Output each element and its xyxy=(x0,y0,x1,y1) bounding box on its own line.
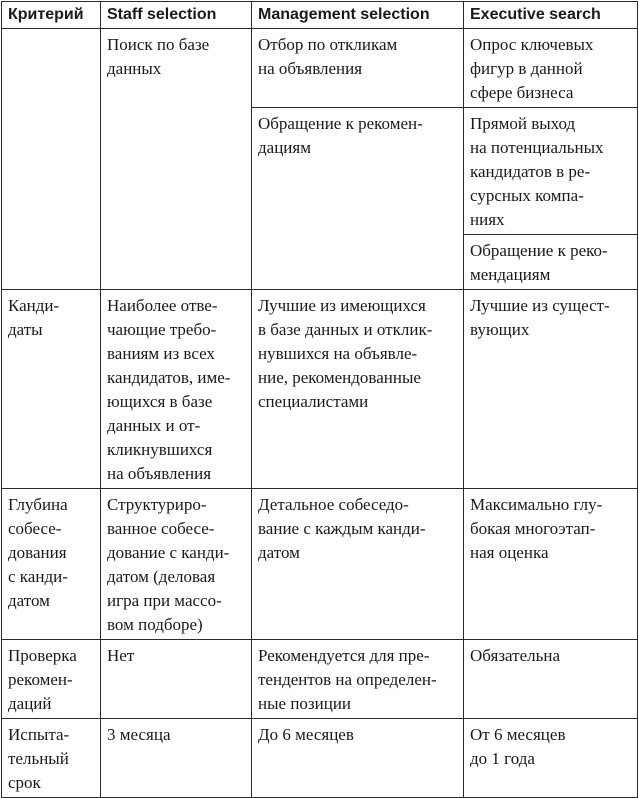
cell-line: кликнувшихся xyxy=(107,440,213,459)
cell-candidates-management xyxy=(252,290,464,489)
cell-line: Поиск по базе xyxy=(107,35,210,54)
cell-line: кандидатов в ре- xyxy=(470,162,591,181)
cell-line: с канди- xyxy=(8,567,68,586)
cell-line: Максимально глу- xyxy=(470,495,603,514)
cell-line: на объявления xyxy=(107,464,212,483)
cell-line: До 6 месяцев xyxy=(258,725,354,744)
cell-probation-executive xyxy=(464,719,638,798)
header-management-selection: Management selection xyxy=(252,2,464,29)
cell-line: дования xyxy=(8,543,67,562)
cell-line: датом xyxy=(8,591,50,610)
cell-line: Наиболее отве- xyxy=(107,296,218,315)
cell-candidates-criterion xyxy=(2,290,101,489)
table-row-sources xyxy=(2,29,638,108)
table-row-candidates xyxy=(2,290,638,489)
cell-line: бокая многоэтап- xyxy=(470,519,596,538)
cell-line: Глубина xyxy=(8,495,68,514)
cell-line: Обращение к реко- xyxy=(470,241,608,260)
cell-line: Прямой выход xyxy=(470,114,576,133)
cell-line: данных и от- xyxy=(107,416,201,435)
cell-line: данных xyxy=(107,59,162,78)
cell-line: до 1 года xyxy=(470,749,535,768)
cell-line: ная оценка xyxy=(470,543,549,562)
cell-sources-executive-3 xyxy=(464,235,638,290)
cell-line: сурсных компа- xyxy=(470,186,584,205)
cell-interview-staff xyxy=(101,489,252,640)
cell-line: кандидатов, име- xyxy=(107,368,231,387)
header-criterion: Критерий xyxy=(2,2,101,29)
cell-line: даций xyxy=(8,694,52,713)
table-row-probation xyxy=(2,719,638,798)
cell-line: игра при массо- xyxy=(107,591,222,610)
cell-line: Детальное собеседо- xyxy=(258,495,409,514)
cell-line: датом xyxy=(258,543,300,562)
cell-line: ние, рекомендованные xyxy=(258,368,421,387)
cell-line: на объявления xyxy=(258,59,363,78)
cell-line: Обращение к рекомен- xyxy=(258,114,423,133)
cell-line: Испыта- xyxy=(8,725,70,744)
cell-line: Опрос ключевых xyxy=(470,35,594,54)
cell-sources-management-1 xyxy=(252,29,464,108)
cell-line: дование с канди- xyxy=(107,543,230,562)
cell-line: специалистами xyxy=(258,392,369,411)
cell-line: собесе- xyxy=(8,519,62,538)
cell-sources-criterion xyxy=(2,29,101,290)
cell-line: даты xyxy=(8,320,43,339)
cell-line: Нет xyxy=(107,646,135,665)
cell-references-staff xyxy=(101,640,252,719)
cell-line: Проверка xyxy=(8,646,77,665)
cell-line: Канди- xyxy=(8,296,60,315)
cell-line: рекомен- xyxy=(8,670,73,689)
cell-interview-criterion xyxy=(2,489,101,640)
cell-line: ниях xyxy=(470,210,505,229)
cell-sources-management-2 xyxy=(252,108,464,290)
table-row-references xyxy=(2,640,638,719)
cell-line: ваниям из всех xyxy=(107,344,215,363)
cell-line: мендациям xyxy=(470,265,551,284)
cell-line: датом (деловая xyxy=(107,567,216,586)
cell-line: тендентов на определен- xyxy=(258,670,437,689)
cell-line: ванное собесе- xyxy=(107,519,215,538)
cell-line: От 6 месяцев xyxy=(470,725,566,744)
cell-line: вом подборе) xyxy=(107,615,203,634)
cell-line: сфере бизнеса xyxy=(470,83,574,102)
selection-comparison-table xyxy=(1,1,638,798)
cell-line: вующих xyxy=(470,320,530,339)
cell-references-criterion xyxy=(2,640,101,719)
cell-sources-executive-1 xyxy=(464,29,638,108)
cell-line: 3 месяца xyxy=(107,725,171,744)
cell-line: Отбор по откликам xyxy=(258,35,398,54)
cell-line: ющихся в базе xyxy=(107,392,213,411)
cell-line: ные позиции xyxy=(258,694,352,713)
cell-candidates-executive xyxy=(464,290,638,489)
cell-line: чающие требо- xyxy=(107,320,217,339)
cell-probation-management xyxy=(252,719,464,798)
cell-line: Рекомендуется для пре- xyxy=(258,646,430,665)
cell-line: на потенциальных xyxy=(470,138,604,157)
cell-sources-executive-2 xyxy=(464,108,638,235)
cell-interview-management xyxy=(252,489,464,640)
cell-line: нувшихся на объявле- xyxy=(258,344,418,363)
cell-line: в базе данных и отклик- xyxy=(258,320,433,339)
cell-line: Структуриро- xyxy=(107,495,207,514)
header-staff-selection: Staff selection xyxy=(101,2,252,29)
cell-line: тельный xyxy=(8,749,69,768)
cell-line: фигур в данной xyxy=(470,59,583,78)
cell-probation-staff xyxy=(101,719,252,798)
cell-probation-criterion xyxy=(2,719,101,798)
cell-sources-staff xyxy=(101,29,252,290)
cell-line: дациям xyxy=(258,138,311,157)
cell-interview-executive xyxy=(464,489,638,640)
cell-line: Лучшие из имеющихся xyxy=(258,296,426,315)
cell-line: вание с каждым канди- xyxy=(258,519,426,538)
cell-line: Обязательна xyxy=(470,646,560,665)
cell-line: Лучшие из сущест- xyxy=(470,296,610,315)
cell-references-management xyxy=(252,640,464,719)
cell-candidates-staff xyxy=(101,290,252,489)
cell-line: срок xyxy=(8,773,41,792)
table-row-interview-depth xyxy=(2,489,638,640)
cell-references-executive xyxy=(464,640,638,719)
table-header-row xyxy=(2,2,638,29)
header-executive-search: Executive search xyxy=(464,2,638,29)
